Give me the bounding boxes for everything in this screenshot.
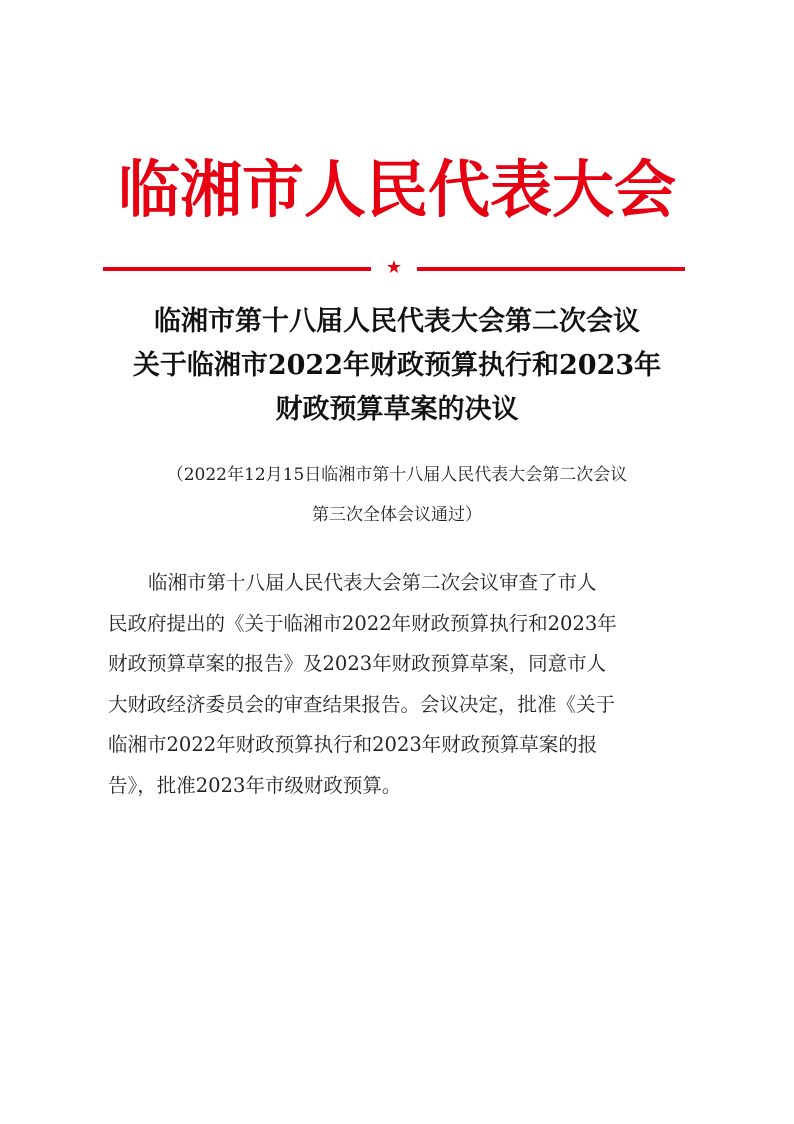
body-line: 财政预算草案的报告》及2023年财政预算草案，同意市人 bbox=[108, 652, 607, 675]
document-title-line: 关于临湘市2022年财政预算执行和2023年 bbox=[132, 350, 662, 381]
masthead-divider bbox=[103, 257, 685, 278]
adoption-note bbox=[0, 455, 794, 535]
body-line: 大财政经济委员会的审查结果报告。会议决定，批准《关于 bbox=[108, 692, 616, 716]
document-title-line: 临湘市第十八届人民代表大会第二次会议 bbox=[154, 306, 640, 337]
divider-line-left bbox=[103, 267, 371, 271]
body-line: 告》，批准2023年市级财政预算。 bbox=[108, 773, 402, 797]
body-line: 民政府提出的《关于临湘市2022年财政预算执行和2023年 bbox=[108, 611, 617, 635]
star-icon: ★ bbox=[385, 257, 403, 278]
divider-line-right bbox=[417, 267, 685, 271]
masthead-title: 临湘市人民代表大会 bbox=[117, 153, 676, 226]
document-title bbox=[0, 300, 794, 432]
body-line: 临湘市2022年财政预算执行和2023年财政预算草案的报 bbox=[108, 733, 598, 756]
adoption-note-line: 第三次全体会议通过） bbox=[312, 505, 482, 525]
document-title-line: 财政预算草案的决议 bbox=[275, 394, 519, 425]
body-paragraph bbox=[108, 563, 688, 806]
body-line: 临湘市第十八届人民代表大会第二次会议审查了市人 bbox=[148, 571, 597, 594]
adoption-note-line: （2022年12月15日临湘市第十八届人民代表大会第二次会议 bbox=[166, 465, 628, 485]
